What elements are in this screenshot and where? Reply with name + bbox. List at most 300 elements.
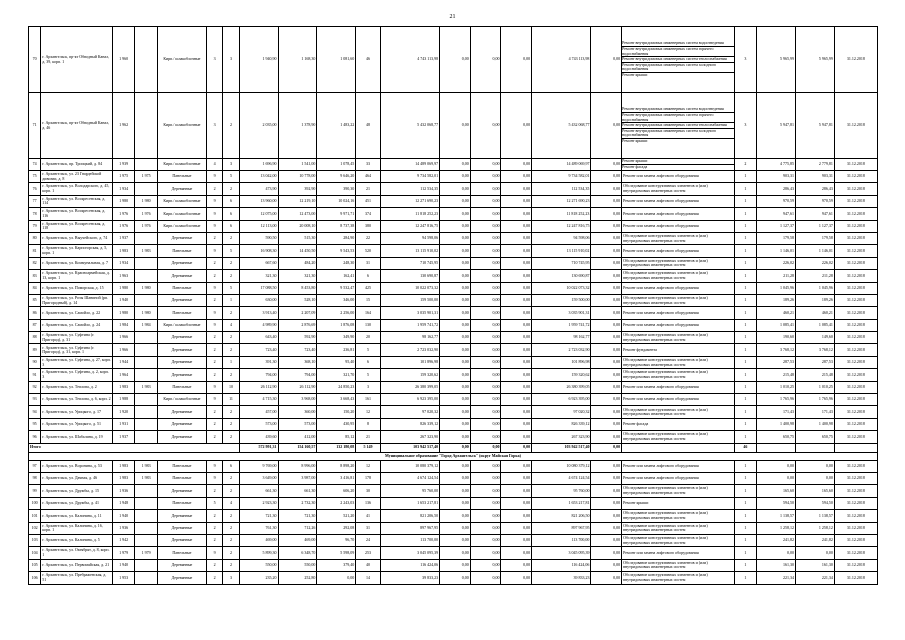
table-cell: Панельные <box>157 460 206 472</box>
table-cell: 226,02 <box>795 257 834 269</box>
table-cell: 171,43 <box>757 406 796 418</box>
table-cell: 31.12.2018 <box>834 406 877 418</box>
table-row <box>29 183 878 195</box>
work-item: Ремонт внутридомовых инженерных систем теплоснабжения <box>622 57 734 63</box>
table-cell: 0,00 <box>591 282 622 294</box>
table-cell: 439,60 <box>239 431 278 443</box>
table-cell: 390,30 <box>317 183 356 195</box>
table-cell: 1 983 <box>135 460 158 472</box>
table-cell: 1 765,96 <box>757 394 796 406</box>
table-cell: 103 <box>29 534 41 546</box>
table-cell: 4 674 124,54 <box>380 472 439 484</box>
work-item: Ремонт фасада <box>622 164 648 169</box>
table-cell: 0,00 <box>757 472 796 484</box>
table-cell: 0,00 <box>470 220 501 232</box>
table-cell <box>135 406 158 418</box>
table-cell: 821 206,50 <box>380 510 439 522</box>
table-cell: 520 <box>356 245 381 257</box>
table-row <box>29 307 878 319</box>
table-cell: 0,00 <box>501 319 532 331</box>
table-cell: 0,00 <box>470 497 501 509</box>
table-cell: 2 <box>206 344 222 356</box>
table-cell: 2 <box>206 332 222 344</box>
table-cell: 13 115 910,02 <box>380 245 439 257</box>
table-cell: 3 768,12 <box>795 344 834 356</box>
table-cell: 98 <box>29 472 41 484</box>
table-cell: 1 <box>734 220 757 232</box>
table-cell: 1 085,41 <box>795 319 834 331</box>
address-cell: г. Архангельск, ул. Суфтина (г. Пригород), д. 31, корп. 1 <box>41 344 113 356</box>
address-cell: г. Архангельск, ул. Володарского, д. 45, корп. 1 <box>41 183 113 195</box>
table-row <box>29 232 878 244</box>
table-cell: 5 <box>223 171 239 183</box>
table-cell: 1 934 <box>112 257 135 269</box>
table-cell: 26 380 399,05 <box>380 381 439 393</box>
table-cell: 1 975 <box>112 171 135 183</box>
table-cell: 0,00 <box>795 547 834 559</box>
table-cell: 0,00 <box>470 572 501 584</box>
table-cell: 31.12.2018 <box>834 431 877 443</box>
table-cell: 15 <box>356 294 381 306</box>
table-cell: 0,00 <box>470 381 501 393</box>
table-row <box>29 510 878 522</box>
table-cell: 9 532,47 <box>317 282 356 294</box>
table-cell: Кирп./ шлакоблочные <box>157 208 206 220</box>
table-cell: Панельные <box>157 381 206 393</box>
table-cell: 86 <box>29 307 41 319</box>
table-cell: 1 085,41 <box>757 319 796 331</box>
table-cell: 0,00 <box>470 319 501 331</box>
table-cell: 95 <box>29 418 41 430</box>
table-cell: 0,00 <box>501 159 532 171</box>
table-cell: 21 <box>356 431 381 443</box>
table-cell: 5 947,81 <box>795 93 834 159</box>
table-row <box>29 394 878 406</box>
table-cell: 1 <box>734 559 757 571</box>
table-cell: 0,00 <box>440 294 471 306</box>
table-cell: 0,00 <box>591 208 622 220</box>
table-cell: 5 <box>223 245 239 257</box>
table-cell: Панельные <box>157 307 206 319</box>
work-item: Ремонт крыши <box>622 71 648 77</box>
table-cell: 0,00 <box>591 510 622 522</box>
table-cell: 3 649,00 <box>239 472 278 484</box>
table-cell: 2 207,09 <box>278 307 317 319</box>
table-cell: 1 962 <box>112 93 135 159</box>
table-cell: 2 <box>223 344 239 356</box>
table-cell: 1 953 <box>112 572 135 584</box>
table-cell: 1 <box>734 394 757 406</box>
table-cell: 241,82 <box>757 534 796 546</box>
table-cell: 349,90 <box>317 332 356 344</box>
table-cell: 1 988 <box>112 394 135 406</box>
table-cell: 3 <box>206 93 222 159</box>
table-cell: 0,00 <box>440 369 471 381</box>
table-cell: Деревянные <box>157 510 206 522</box>
table-cell: 31 <box>356 522 381 534</box>
table-cell: 5 598,09 <box>317 547 356 559</box>
table-cell: 0,00 <box>501 344 532 356</box>
table-cell: 0,00 <box>501 332 532 344</box>
table-cell: 590,50 <box>239 232 278 244</box>
table-cell: 161,30 <box>757 559 796 571</box>
table-cell: Ремонт или замена лифтового оборудования <box>622 171 735 183</box>
address-cell: г. Архангельск, ул. Воскресенская, д. 116 <box>41 208 113 220</box>
table-cell: Ремонт или замена лифтового оборудования <box>622 195 735 207</box>
table-cell: 826 339,12 <box>380 418 439 430</box>
table-cell <box>135 183 158 195</box>
table-cell: 97 020,32 <box>532 406 591 418</box>
table-cell: 95 760,00 <box>532 485 591 497</box>
table-cell: 1 984 <box>112 319 135 331</box>
table-cell: 0,00 <box>440 159 471 171</box>
table-cell: 1 940,90 <box>239 27 278 93</box>
table-cell: 1 980 <box>112 307 135 319</box>
table-row <box>29 171 878 183</box>
table-cell: 2 <box>223 472 239 484</box>
table-cell: 9 <box>206 319 222 331</box>
table-cell: 20 008,10 <box>278 220 317 232</box>
table-cell: Деревянные <box>157 270 206 282</box>
table-cell: 6 <box>356 356 381 368</box>
table-cell: 12 271 690,23 <box>532 195 591 207</box>
table-cell: 515,30 <box>278 232 317 244</box>
table-cell: 165,60 <box>757 485 796 497</box>
table-cell: 9 <box>206 460 222 472</box>
table-cell: 89 <box>29 344 41 356</box>
table-cell: 1 984 <box>135 319 158 331</box>
table-cell: 116 424,06 <box>380 559 439 571</box>
table-cell: Обследование конструктивных элементов и (или) внутридомовых инженерных систем <box>622 431 735 443</box>
table-cell: 11 <box>223 394 239 406</box>
table-cell: 0,00 <box>591 307 622 319</box>
table-cell: 99 <box>29 485 41 497</box>
table-cell: 1 939 <box>112 159 135 171</box>
table-cell: 0,00 <box>591 522 622 534</box>
table-cell: Обследование конструктивных элементов и (или) внутридомовых инженерных систем <box>622 485 735 497</box>
table-cell: 2 723 032,90 <box>380 344 439 356</box>
table-cell: Деревянные <box>157 559 206 571</box>
table-cell: 2 <box>206 534 222 546</box>
total-cell: 0,00 <box>470 443 501 452</box>
table-cell: 1 <box>734 381 757 393</box>
table-cell: 1 168,30 <box>278 27 317 93</box>
table-cell: 24 850,23 <box>317 381 356 393</box>
table-cell: Ремонт или замена лифтового оборудования <box>622 208 735 220</box>
table-cell: 2 <box>206 418 222 430</box>
table-cell: 0,00 <box>470 356 501 368</box>
table-cell: 0,00 <box>591 485 622 497</box>
table-cell: 0,00 <box>470 559 501 571</box>
table-row <box>29 245 878 257</box>
table-cell: Кирп./ шлакоблочные <box>157 394 206 406</box>
total-cell <box>757 443 796 452</box>
table-cell: 8 737,38 <box>317 220 356 232</box>
table-cell: 2 <box>206 183 222 195</box>
total-cell <box>622 443 735 452</box>
table-cell: 1 <box>734 344 757 356</box>
table-cell: 0,00 <box>440 257 471 269</box>
table-row <box>29 406 878 418</box>
table-cell: 6 <box>223 220 239 232</box>
table-cell: 321,30 <box>278 270 317 282</box>
table-cell: 0,00 <box>501 381 532 393</box>
table-cell: 82 <box>29 257 41 269</box>
table-cell: 31.12.2018 <box>834 208 877 220</box>
table-cell: 0,00 <box>501 534 532 546</box>
section-title: Муниципальное образование "Город Архангельск" (округ Майская Горка) <box>29 452 878 460</box>
table-row <box>29 27 878 93</box>
table-cell: 710 745,95 <box>380 257 439 269</box>
table-cell: 1 980 <box>112 282 135 294</box>
table-cell: 2 <box>223 307 239 319</box>
table-cell: 1 045,96 <box>757 282 796 294</box>
table-cell: 346,00 <box>317 294 356 306</box>
table-cell: 31.12.2018 <box>834 534 877 546</box>
table-cell: 21 <box>356 183 381 195</box>
table-cell: 189,26 <box>757 294 796 306</box>
table-cell: 74 <box>29 159 41 171</box>
table-cell: 721,30 <box>278 510 317 522</box>
table-cell: 39 833,23 <box>380 572 439 584</box>
table-cell: 0,00 <box>501 245 532 257</box>
table-cell: 10 022 073,32 <box>532 282 591 294</box>
table-cell: 9 <box>206 547 222 559</box>
total-count: 46 <box>734 443 757 452</box>
table-cell: Деревянные <box>157 534 206 546</box>
table-cell: 0,00 <box>440 344 471 356</box>
table-cell: 136 <box>356 497 381 509</box>
table-cell: 9 <box>206 208 222 220</box>
table-cell: 12 271 690,23 <box>380 195 439 207</box>
table-cell: 1 400,98 <box>795 418 834 430</box>
table-cell: 96,70 <box>317 534 356 546</box>
table-cell: 80 <box>29 232 41 244</box>
table-cell: 1 <box>734 332 757 344</box>
table-cell: 106 <box>29 572 41 584</box>
work-item: Ремонт внутридомовых инженерных систем холодного водоснабжения <box>622 129 734 139</box>
table-cell: 1 936 <box>112 522 135 534</box>
address-cell: г. Архангельск, ул. Калинина, д. 11 <box>41 510 113 522</box>
table-cell: 286,43 <box>757 183 796 195</box>
table-cell: 0,00 <box>470 282 501 294</box>
address-cell: г. Архангельск, ул. Выучейского, д. 74 <box>41 232 113 244</box>
table-cell: 1 944 <box>112 356 135 368</box>
table-cell: 1 980 <box>135 282 158 294</box>
table-cell: 0,00 <box>501 522 532 534</box>
table-cell: 1 078,45 <box>317 159 356 171</box>
table-cell: 12 <box>356 460 381 472</box>
address-cell: г. Архангельск, ул. Октябрят, д. 8, корп. 1 <box>41 547 113 559</box>
table-cell: 9 <box>206 394 222 406</box>
table-cell: 2 <box>206 270 222 282</box>
table-cell: 292,08 <box>317 522 356 534</box>
table-cell: 31.12.2018 <box>834 381 877 393</box>
table-cell: 0,00 <box>470 208 501 220</box>
table-cell: 0,00 <box>591 431 622 443</box>
table-cell: 1 937 <box>112 232 135 244</box>
table-cell: 13 115 910,02 <box>532 245 591 257</box>
table-cell: 3 <box>223 572 239 584</box>
total-cell: 572 991,31 <box>239 443 278 452</box>
table-cell: 31.12.2018 <box>834 332 877 344</box>
table-cell: 94 598,06 <box>532 232 591 244</box>
table-cell: 1 940 <box>112 559 135 571</box>
table-cell: 0,00 <box>591 319 622 331</box>
table-cell: 22 <box>356 232 381 244</box>
table-cell: 252,80 <box>278 572 317 584</box>
table-cell: 31.12.2018 <box>834 344 877 356</box>
table-cell: 643,40 <box>239 332 278 344</box>
table-cell: 3 768,12 <box>757 344 796 356</box>
table-cell: 94 <box>29 406 41 418</box>
table-cell: 1 127,37 <box>757 220 796 232</box>
table-cell: 0,00 <box>795 472 834 484</box>
table-cell: 31.12.2018 <box>834 183 877 195</box>
table-cell: 94 598,06 <box>380 232 439 244</box>
table-cell: 2 <box>206 559 222 571</box>
table-cell: 46 <box>356 27 381 93</box>
table-row <box>29 270 878 282</box>
table-cell: 284,90 <box>317 232 356 244</box>
table-cell: 211,28 <box>795 270 834 282</box>
table-cell: 0,00 <box>591 257 622 269</box>
table-cell: 0,00 <box>440 534 471 546</box>
table-cell: 75 <box>29 171 41 183</box>
table-cell: 2 <box>223 93 239 159</box>
table-cell: 3 668,43 <box>317 394 356 406</box>
table-cell: 101 <box>29 510 41 522</box>
table-cell: 374 <box>356 208 381 220</box>
table-cell: Обследование конструктивных элементов и (или) внутридомовых инженерных систем <box>622 510 735 522</box>
table-cell: 0,00 <box>501 171 532 183</box>
table-cell: 149,60 <box>795 332 834 344</box>
address-cell: г. Архангельск, пр. Троицкий, д. 84 <box>41 159 113 171</box>
table-cell: Ремонт или замена лифтового оборудования <box>622 282 735 294</box>
table-cell: 592,90 <box>278 332 317 344</box>
table-row <box>29 460 878 472</box>
table-cell: 31.12.2018 <box>834 418 877 430</box>
table-cell: 1 <box>734 369 757 381</box>
table-cell <box>135 159 158 171</box>
table-cell: 112 534,35 <box>380 183 439 195</box>
table-cell: 469,00 <box>239 534 278 546</box>
table-cell: 379,40 <box>317 559 356 571</box>
table-cell: 101 896,98 <box>532 356 591 368</box>
table-cell: 31.12.2018 <box>834 270 877 282</box>
table-cell: 1 <box>734 183 757 195</box>
table-cell: 12 247 816,75 <box>380 220 439 232</box>
table-cell: 0,00 <box>440 406 471 418</box>
table-cell: 116 424,06 <box>532 559 591 571</box>
table-cell: 2 <box>206 356 222 368</box>
table-cell: Ремонт или замена лифтового оборудования <box>622 307 735 319</box>
address-cell: г. Архангельск, ул. Розы Шаниной (рп. Пригородный), д. 14 <box>41 294 113 306</box>
table-cell: 1 <box>734 307 757 319</box>
table-cell: 0,00 <box>470 472 501 484</box>
table-cell: 70 <box>29 27 41 93</box>
table-cell: 0,00 <box>440 485 471 497</box>
table-cell: 159 500,00 <box>380 294 439 306</box>
table-cell: 1 <box>734 319 757 331</box>
table-cell: 6 <box>223 195 239 207</box>
total-cell: 0,00 <box>591 443 622 452</box>
table-cell: 0,00 <box>470 232 501 244</box>
table-cell: 0,00 <box>591 394 622 406</box>
table-cell <box>135 93 158 159</box>
table-cell: 0,00 <box>470 547 501 559</box>
total-cell <box>834 443 877 452</box>
table-cell: 2 <box>223 431 239 443</box>
table-cell: 0,00 <box>591 344 622 356</box>
address-cell: г. Архангельск, ул. Теплова, д. 2 <box>41 381 113 393</box>
table-cell <box>135 534 158 546</box>
table-row <box>29 220 878 232</box>
table-cell: 0,00 <box>591 418 622 430</box>
table-cell: 2 876,69 <box>278 319 317 331</box>
total-cell <box>795 443 834 452</box>
table-cell: 761,30 <box>239 522 278 534</box>
table-cell: 112 534,35 <box>532 183 591 195</box>
table-cell: 4 715,30 <box>239 394 278 406</box>
table-cell: 5 432 068,77 <box>380 93 439 159</box>
work-item: Ремонт внутридомовых инженерных систем холодного водоснабжения <box>622 63 734 73</box>
table-cell: 1 948 <box>112 497 135 509</box>
table-cell: 0,00 <box>501 294 532 306</box>
table-cell: 0,00 <box>470 159 501 171</box>
table-cell: 40 <box>356 559 381 571</box>
table-cell: 13 960,00 <box>239 195 278 207</box>
table-cell: 95 760,00 <box>380 485 439 497</box>
table-cell: 721,30 <box>239 510 278 522</box>
table-row <box>29 534 878 546</box>
table-cell: 2 <box>206 572 222 584</box>
table-cell: 650,75 <box>795 431 834 443</box>
table-cell: 10 024,16 <box>317 195 356 207</box>
table-cell: 5 899,30 <box>239 547 278 559</box>
table-cell: 0,00 <box>470 27 501 93</box>
table-row <box>29 472 878 484</box>
table-cell: 0,00 <box>591 381 622 393</box>
table-cell: 0,00 <box>501 220 532 232</box>
table-cell <box>135 418 158 430</box>
address-cell: г. Архангельск, ул. Воскресенская, д. 118 <box>41 220 113 232</box>
table-cell: 31.12.2018 <box>834 356 877 368</box>
table-cell: Деревянные <box>157 485 206 497</box>
table-cell: 3 <box>356 381 381 393</box>
table-cell: 1 <box>734 572 757 584</box>
table-cell: 1 <box>734 232 757 244</box>
table-cell: 1 976 <box>135 208 158 220</box>
table-cell: 159 500,00 <box>532 294 591 306</box>
table-cell: 159 320,62 <box>380 369 439 381</box>
table-cell: 2 <box>223 232 239 244</box>
table-cell: 1 <box>734 406 757 418</box>
table-cell: 221,34 <box>757 572 796 584</box>
table-cell: 2 <box>206 232 222 244</box>
table-cell: 0,00 <box>440 93 471 159</box>
table-cell <box>135 485 158 497</box>
table-cell: 4 743 113,98 <box>380 27 439 93</box>
table-cell: 2 <box>223 270 239 282</box>
table-cell <box>135 522 158 534</box>
table-cell: 9 <box>206 245 222 257</box>
table-cell: 9 <box>206 195 222 207</box>
table-cell: 0,00 <box>440 232 471 244</box>
table-cell: 0,00 <box>501 497 532 509</box>
address-cell: г. Архангельск, ул. Воронина, д. 53 <box>41 460 113 472</box>
table-cell: 190,60 <box>757 332 796 344</box>
